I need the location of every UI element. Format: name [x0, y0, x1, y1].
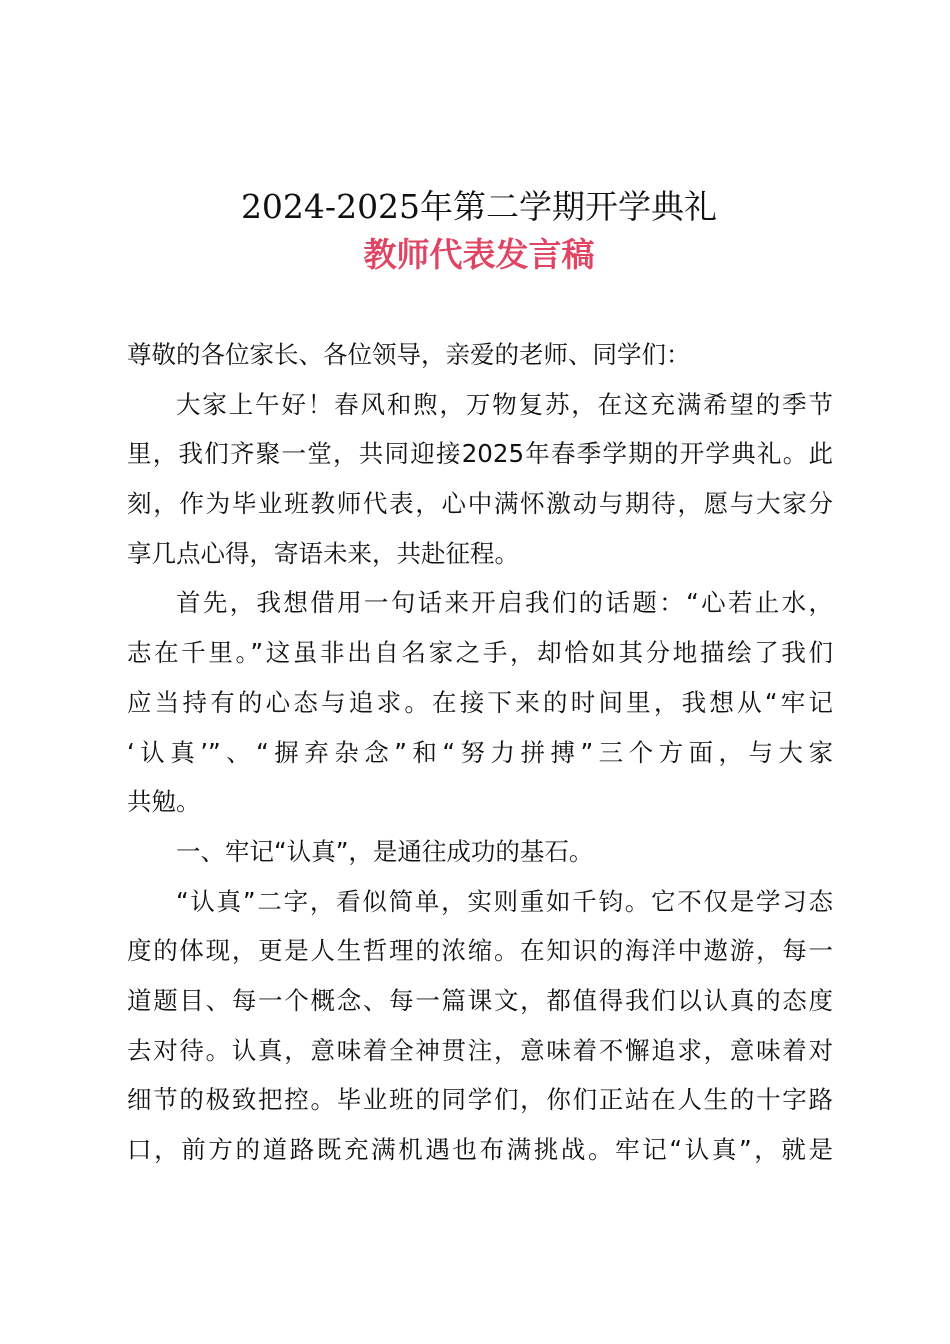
speech-body: [127, 330, 833, 1175]
document-subtitle: 教师代表发言稿: [363, 235, 595, 274]
paragraph-line: 道题目、每一个概念、每一篇课文，都值得我们以认真的态度: [127, 985, 833, 1015]
section-heading: 一、牢记“认真”，是通往成功的基石。: [176, 836, 594, 866]
paragraph-line: ‘认真’”、“摒弃杂念”和“努力拼搏”三个方面，与大家: [127, 737, 833, 767]
paragraph-line: 共勉。: [127, 787, 201, 817]
paragraph-line: 志在千里。”这虽非出自名家之手，却恰如其分地描绘了我们: [127, 638, 833, 668]
paragraph-line: 首先，我想借用一句话来开启我们的话题：“心若止水，: [176, 588, 833, 618]
salutation-line: 尊敬的各位家长、各位领导，亲爱的老师、同学们：: [127, 340, 691, 369]
document-title: 2024-2025年第二学期开学典礼: [240, 187, 718, 226]
paragraph-line: 应当持有的心态与追求。在接下来的时间里，我想从“牢记: [127, 687, 833, 717]
paragraph-line: “认真”二字，看似简单，实则重如千钧。它不仅是学习态: [176, 886, 833, 916]
paragraph-line: 去对待。认真，意味着全神贯注，意味着不懈追求，意味着对: [127, 1035, 833, 1065]
paragraph-line: 大家上午好！春风和煦，万物复苏，在这充满希望的季节: [176, 389, 833, 419]
paragraph-line: 度的体现，更是人生哲理的浓缩。在知识的海洋中遨游，每一: [127, 936, 833, 966]
paragraph-line: 里，我们齐聚一堂，共同迎接2025年春季学期的开学典礼。此: [127, 439, 833, 469]
paragraph-line: 口，前方的道路既充满机遇也布满挑战。牢记“认真”，就是: [127, 1135, 833, 1164]
paragraph-line: 细节的极致把控。毕业班的同学们，你们正站在人生的十字路: [127, 1085, 833, 1115]
paragraph-line: 享几点心得，寄语未来，共赴征程。: [127, 538, 519, 568]
paragraph-line: 刻，作为毕业班教师代表，心中满怀激动与期待，愿与大家分: [127, 489, 833, 519]
